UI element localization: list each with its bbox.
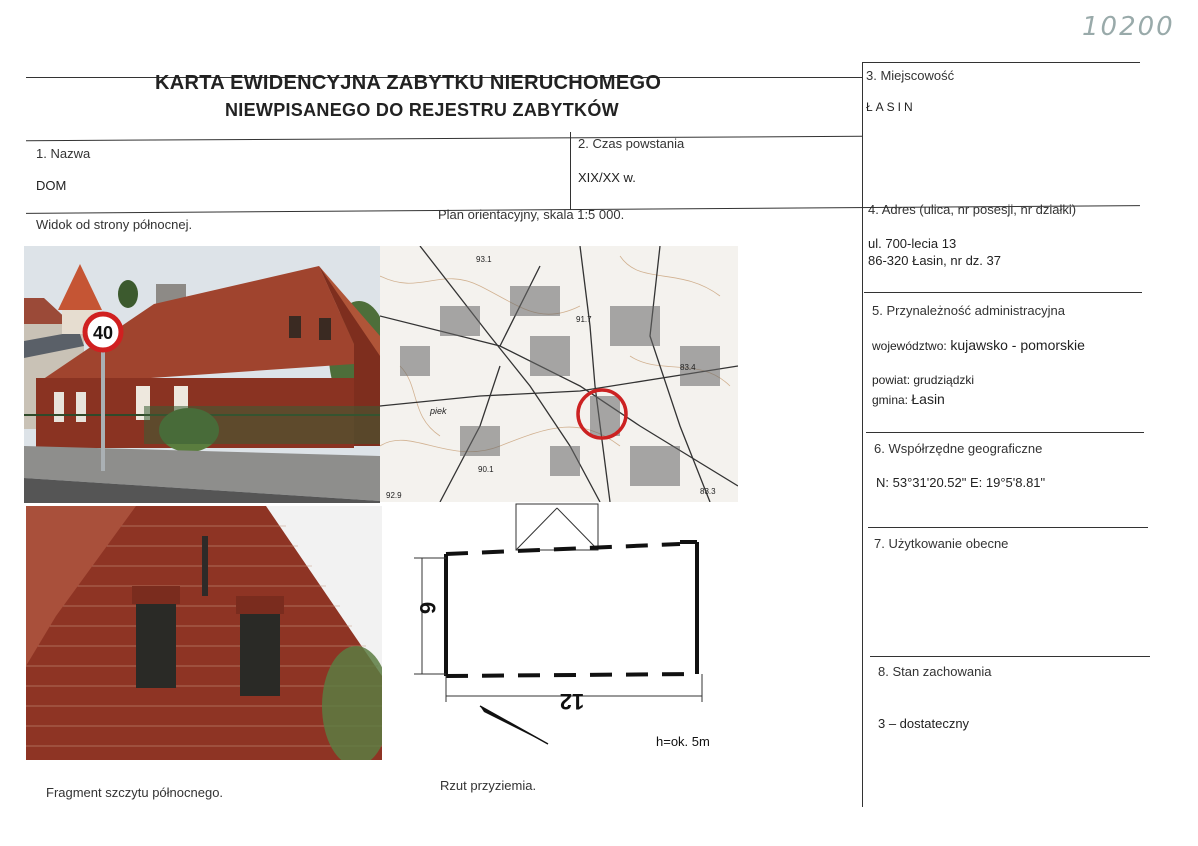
plan-width-label: 12 xyxy=(559,689,585,714)
admin-commune-value: Łasin xyxy=(911,391,945,407)
map-elev-5: 83.3 xyxy=(700,487,716,496)
admin-voivodeship xyxy=(872,337,1085,353)
caption-north-view: Widok od strony północnej. xyxy=(36,217,193,232)
map-elev-1: 91.7 xyxy=(576,315,592,324)
admin-commune xyxy=(872,391,945,407)
field-value-address-line2: 86-320 Łasin, nr dz. 37 xyxy=(868,253,1001,268)
photo-gable xyxy=(26,506,382,760)
orientation-map-drawing xyxy=(380,246,738,502)
admin-county-label: powiat: xyxy=(872,373,911,387)
column-divider xyxy=(862,62,863,807)
field-label-address: 4. Adres (ulica, nr posesji, nr działki) xyxy=(868,202,1077,217)
admin-county xyxy=(872,373,974,387)
field-label-locality: 3. Miejscowość xyxy=(866,68,955,83)
title-bottom-border xyxy=(26,136,862,141)
plan-depth-label: 6 xyxy=(415,601,440,615)
card-title: KARTA EWIDENCYJNA ZABYTKU NIERUCHOMEGO xyxy=(155,72,662,94)
field-value-locality: ŁASIN xyxy=(866,100,916,114)
caption-ground-plan: Rzut przyziemia. xyxy=(440,778,537,793)
orientation-map xyxy=(380,246,738,502)
name-date-divider xyxy=(570,132,571,210)
field-value-coordinates: N: 53°31'20.52" E: 19°5'8.81" xyxy=(876,475,1046,490)
map-label-piek: piek xyxy=(430,406,447,416)
field-label-date: 2. Czas powstania xyxy=(578,136,685,151)
caption-plan: Plan orientacyjny, skala 1:5 000. xyxy=(438,207,625,222)
map-elev-3: 92.9 xyxy=(386,491,402,500)
field-value-date: XIX/XX w. xyxy=(578,170,636,185)
field-label-condition: 8. Stan zachowania xyxy=(878,664,992,679)
top-border-right xyxy=(862,62,1140,63)
field-value-condition: 3 – dostateczny xyxy=(878,716,970,731)
admin-county-value: grudziądzki xyxy=(913,373,975,387)
ground-floor-plan xyxy=(384,502,740,760)
card-subtitle: NIEWPISANEGO DO REJESTRU ZABYTKÓW xyxy=(225,100,619,120)
coords-bottom-border xyxy=(868,527,1148,528)
field-label-coordinates: 6. Współrzędne geograficzne xyxy=(874,441,1043,456)
photo-north-view-drawing xyxy=(24,246,380,503)
address-bottom-border xyxy=(864,292,1142,293)
admin-voivodeship-value: kujawsko - pomorskie xyxy=(950,337,1085,353)
photo-gable-drawing xyxy=(26,506,382,760)
field-value-address-line1: ul. 700-lecia 13 xyxy=(868,236,957,251)
map-elev-2: 90.1 xyxy=(478,465,494,474)
plan-height-note: h=ok. 5m xyxy=(656,734,710,749)
field-value-name: DOM xyxy=(36,178,67,193)
admin-commune-label: gmina: xyxy=(872,393,909,407)
archive-number: 10200 xyxy=(1082,12,1175,42)
photo-north-view xyxy=(24,246,380,503)
map-elev-4: 83.4 xyxy=(680,363,696,372)
admin-bottom-border xyxy=(866,432,1144,433)
map-elev-6: 93.1 xyxy=(476,255,492,264)
usage-bottom-border xyxy=(870,656,1150,657)
caption-gable: Fragment szczytu północnego. xyxy=(46,785,224,800)
field-label-usage: 7. Użytkowanie obecne xyxy=(874,536,1009,551)
field-label-admin: 5. Przynależność administracyjna xyxy=(872,303,1065,318)
admin-voivodeship-label: województwo: xyxy=(872,339,947,353)
field-label-name: 1. Nazwa xyxy=(36,146,91,161)
speed-limit-sign: 40 xyxy=(92,323,114,343)
ground-floor-plan-drawing xyxy=(384,502,740,760)
